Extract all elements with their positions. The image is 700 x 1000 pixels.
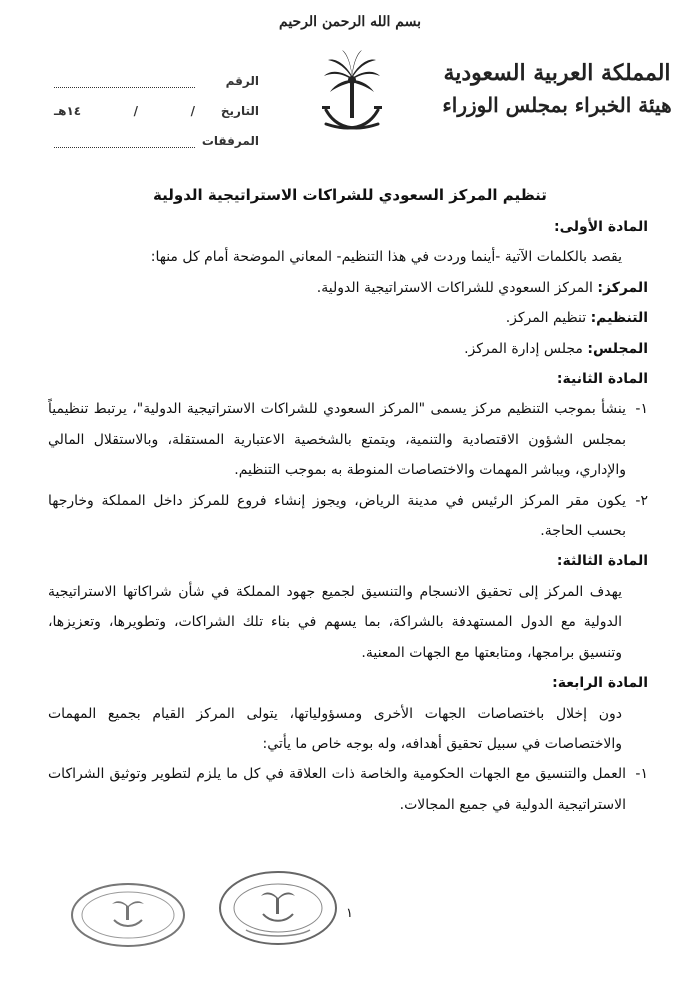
item-text: العمل والتنسيق مع الجهات الحكومية والخاصة ذات العلاقة في كل ما يلزم لتطوير وتوثيق الشراكات الاستراتيجية الدولية في جميع المجالات. [48,766,626,813]
document-body [48,212,648,820]
organization-header [432,56,682,120]
authority-name: هيئة الخبراء بمجلس الوزراء [442,93,672,117]
ref-number-blank [54,73,195,88]
item-text: ينشأ بموجب التنظيم مركز يسمى "المركز السعودي للشراكات الاستراتيجية الدولية"، يرتبط تنظيمياً بمجلس الشؤون الاقتصادية والتنمية، ويتمتع بالشخصية الاعتبارية المستقلة، وبالاستقلال المالي والإداري، ويباشر المهمات والاختصاصات المنوطة به بموجب التنظيم. [48,401,626,479]
page-number: ١ [346,906,353,921]
item-number: ٢- [635,492,648,509]
definition-meaning: المركز السعودي للشراكات الاستراتيجية الدولية. [316,279,598,296]
article-2-item-2 [48,486,648,547]
article-4-intro: دون إخلال باختصاصات الجهات الأخرى ومسؤولياتها، يتولى المركز القيام بجميع المهمات والاختصاصات في سبيل تحقيق أهدافه، وله بوجه خاص ما يأتي: [48,705,622,752]
palm-swords-emblem-icon [320,48,384,140]
article-3-heading: المادة الثالثة: [556,553,648,570]
item-number: ١- [635,766,648,783]
date-blank [54,104,195,118]
date-label: التاريخ [220,104,259,118]
article-4-heading: المادة الرابعة: [552,675,648,692]
attachments-blank [54,133,195,148]
definition-meaning: مجلس إدارة المركز. [464,340,588,357]
article-1-heading: المادة الأولى: [554,219,648,235]
document-title: تنظيم المركز السعودي للشراكات الاستراتيجية الدولية [153,186,547,204]
secretariat-stamp [68,880,188,950]
article-3-text: يهدف المركز إلى تحقيق الانسجام والتنسيق لجميع جهود المملكة في شأن شراكاتها الاستراتيجية الدولية مع الدول المستهدفة بالشراكة، بما يسهم في بناء تلك الشراكات، وتطويرها، وتعزيزها، وتنسيق برامجها، ومتابعتها مع الجهات المعنية. [48,583,622,661]
attachments-row [54,118,259,148]
definition-regulation [48,303,648,333]
definition-meaning: تنظيم المركز. [505,310,591,327]
article-2-item-1 [48,394,648,485]
definition-term: المجلس: [587,340,648,357]
article-1-intro: يقصد بالكلمات الآتية -أينما وردت في هذا التنظيم- المعاني الموضحة أمام كل منها: [150,249,622,266]
date-separator: / [190,104,195,118]
attachments-label: المرفقات [201,134,259,148]
definition-council [48,334,648,364]
reference-block [54,58,259,148]
article-2-heading: المادة الثانية: [556,371,648,388]
definition-term: التنظيم: [590,310,648,327]
date-row [54,88,259,118]
article-4-item-1 [48,759,648,820]
ref-number-row [54,58,259,88]
ref-number-label: الرقم [225,74,259,88]
date-separator: / [133,104,139,118]
experts-commission-stamp [216,868,340,948]
item-number: ١- [635,401,648,418]
item-text: يكون مقر المركز الرئيس في مدينة الرياض، ويجوز إنشاء فروع للمركز داخل المملكة وخارجها بحسب الحاجة. [48,492,626,540]
date-year-suffix: ١٤هـ [54,104,82,118]
definition-term: المركز: [597,279,648,296]
country-name: المملكة العربية السعودية [443,60,671,86]
basmala: بسم الله الرحمن الرحيم [279,14,421,30]
definition-center [48,273,648,303]
